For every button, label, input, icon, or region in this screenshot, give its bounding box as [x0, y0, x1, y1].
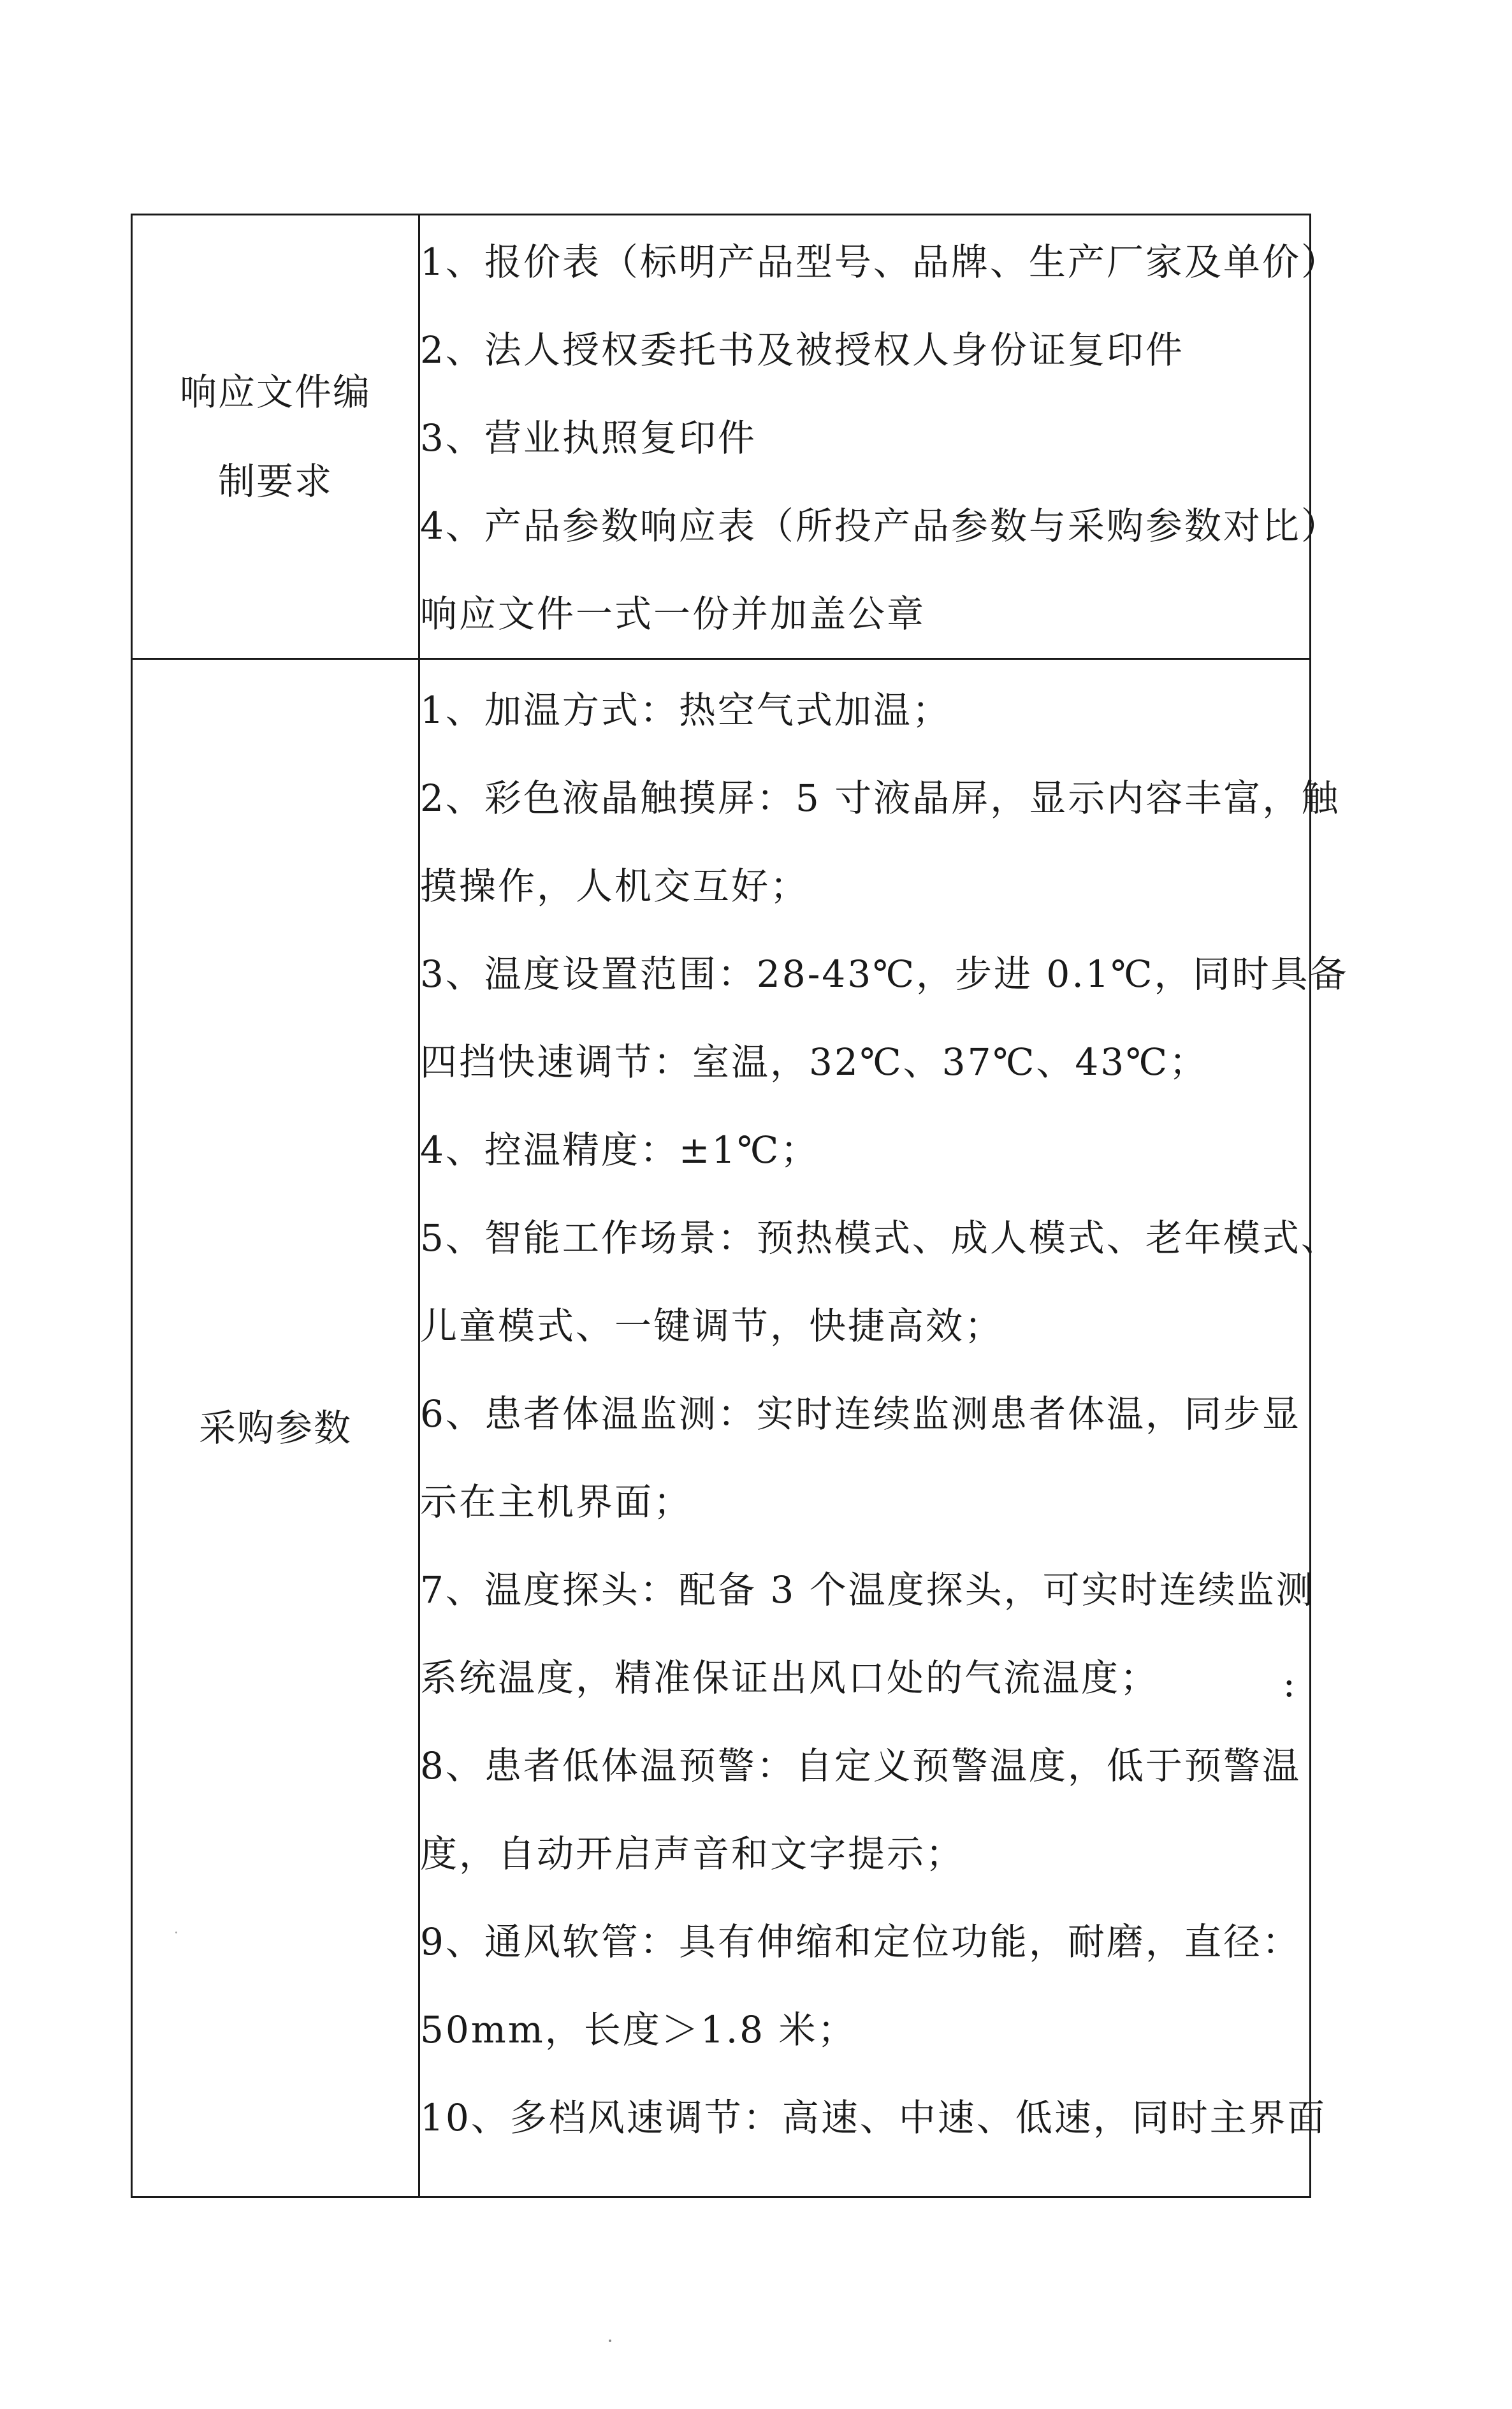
list-item: 响应文件一式一份并加盖公章 [420, 592, 926, 636]
label-cell-procurement-params [132, 659, 419, 2197]
list-item: 3、温度设置范围：28-43℃，步进 0.1℃，同时具备 [420, 952, 1349, 996]
procurement-spec-table [131, 214, 1349, 2198]
label-cell-response-requirements [132, 215, 419, 659]
content-cell-procurement-params [419, 659, 1349, 2197]
table-row-response-requirements [132, 215, 1311, 659]
list-item: 系统温度，精准保证出风口处的气流温度； [420, 1656, 1159, 1699]
list-item: 度，自动开启声音和文字提示； [420, 1832, 965, 1875]
list-item: 6、患者体温监测：实时连续监测患者体温，同步显 [420, 1392, 1301, 1436]
scan-speck [609, 2340, 611, 2342]
table-row-procurement-params [132, 659, 1311, 2197]
list-item: 摸操作，人机交互好； [420, 864, 810, 908]
list-item: 儿童模式、一键调节，快捷高效； [420, 1304, 1004, 1348]
list-item: 1、加温方式：热空气式加温； [420, 688, 951, 732]
scan-speck [175, 1932, 177, 1933]
list-item: 9、通风软管：具有伸缩和定位功能，耐磨，直径： [420, 1920, 1301, 1963]
list-item: 5、智能工作场景：预热模式、成人模式、老年模式、 [420, 1216, 1340, 1260]
list-item: 1、报价表（标明产品型号、品牌、生产厂家及单价） [420, 240, 1340, 284]
list-item: 8、患者低体温预警：自定义预警温度，低于预警温 [420, 1744, 1301, 1787]
list-item: 3、营业执照复印件 [420, 416, 757, 460]
list-item: 50mm，长度＞1.8 米； [420, 2008, 857, 2051]
list-item: 7、温度探头：配备 3 个温度探头，可实时连续监测 [420, 1568, 1315, 1612]
list-item: 4、控温精度：±1℃； [420, 1128, 820, 1172]
list-item: 2、彩色液晶触摸屏：5 寸液晶屏，显示内容丰富，触 [420, 776, 1341, 820]
content-cell-response-requirements [419, 215, 1340, 659]
margin-mark: : [1283, 1662, 1295, 1705]
list-item: 2、法人授权委托书及被授权人身份证复印件 [420, 328, 1184, 372]
procurement-params-label: 采购参数 [198, 1406, 352, 1450]
list-item: 10、多档风速调节：高速、中速、低速，同时主界面 [420, 2096, 1327, 2139]
list-item: 示在主机界面； [420, 1480, 693, 1524]
list-item: 4、产品参数响应表（所投产品参数与采购参数对比） [420, 504, 1340, 548]
response-requirements-label: 响应文件编制要求 [179, 370, 371, 503]
list-item: 四挡快速调节：室温，32℃、37℃、43℃； [420, 1040, 1209, 1084]
